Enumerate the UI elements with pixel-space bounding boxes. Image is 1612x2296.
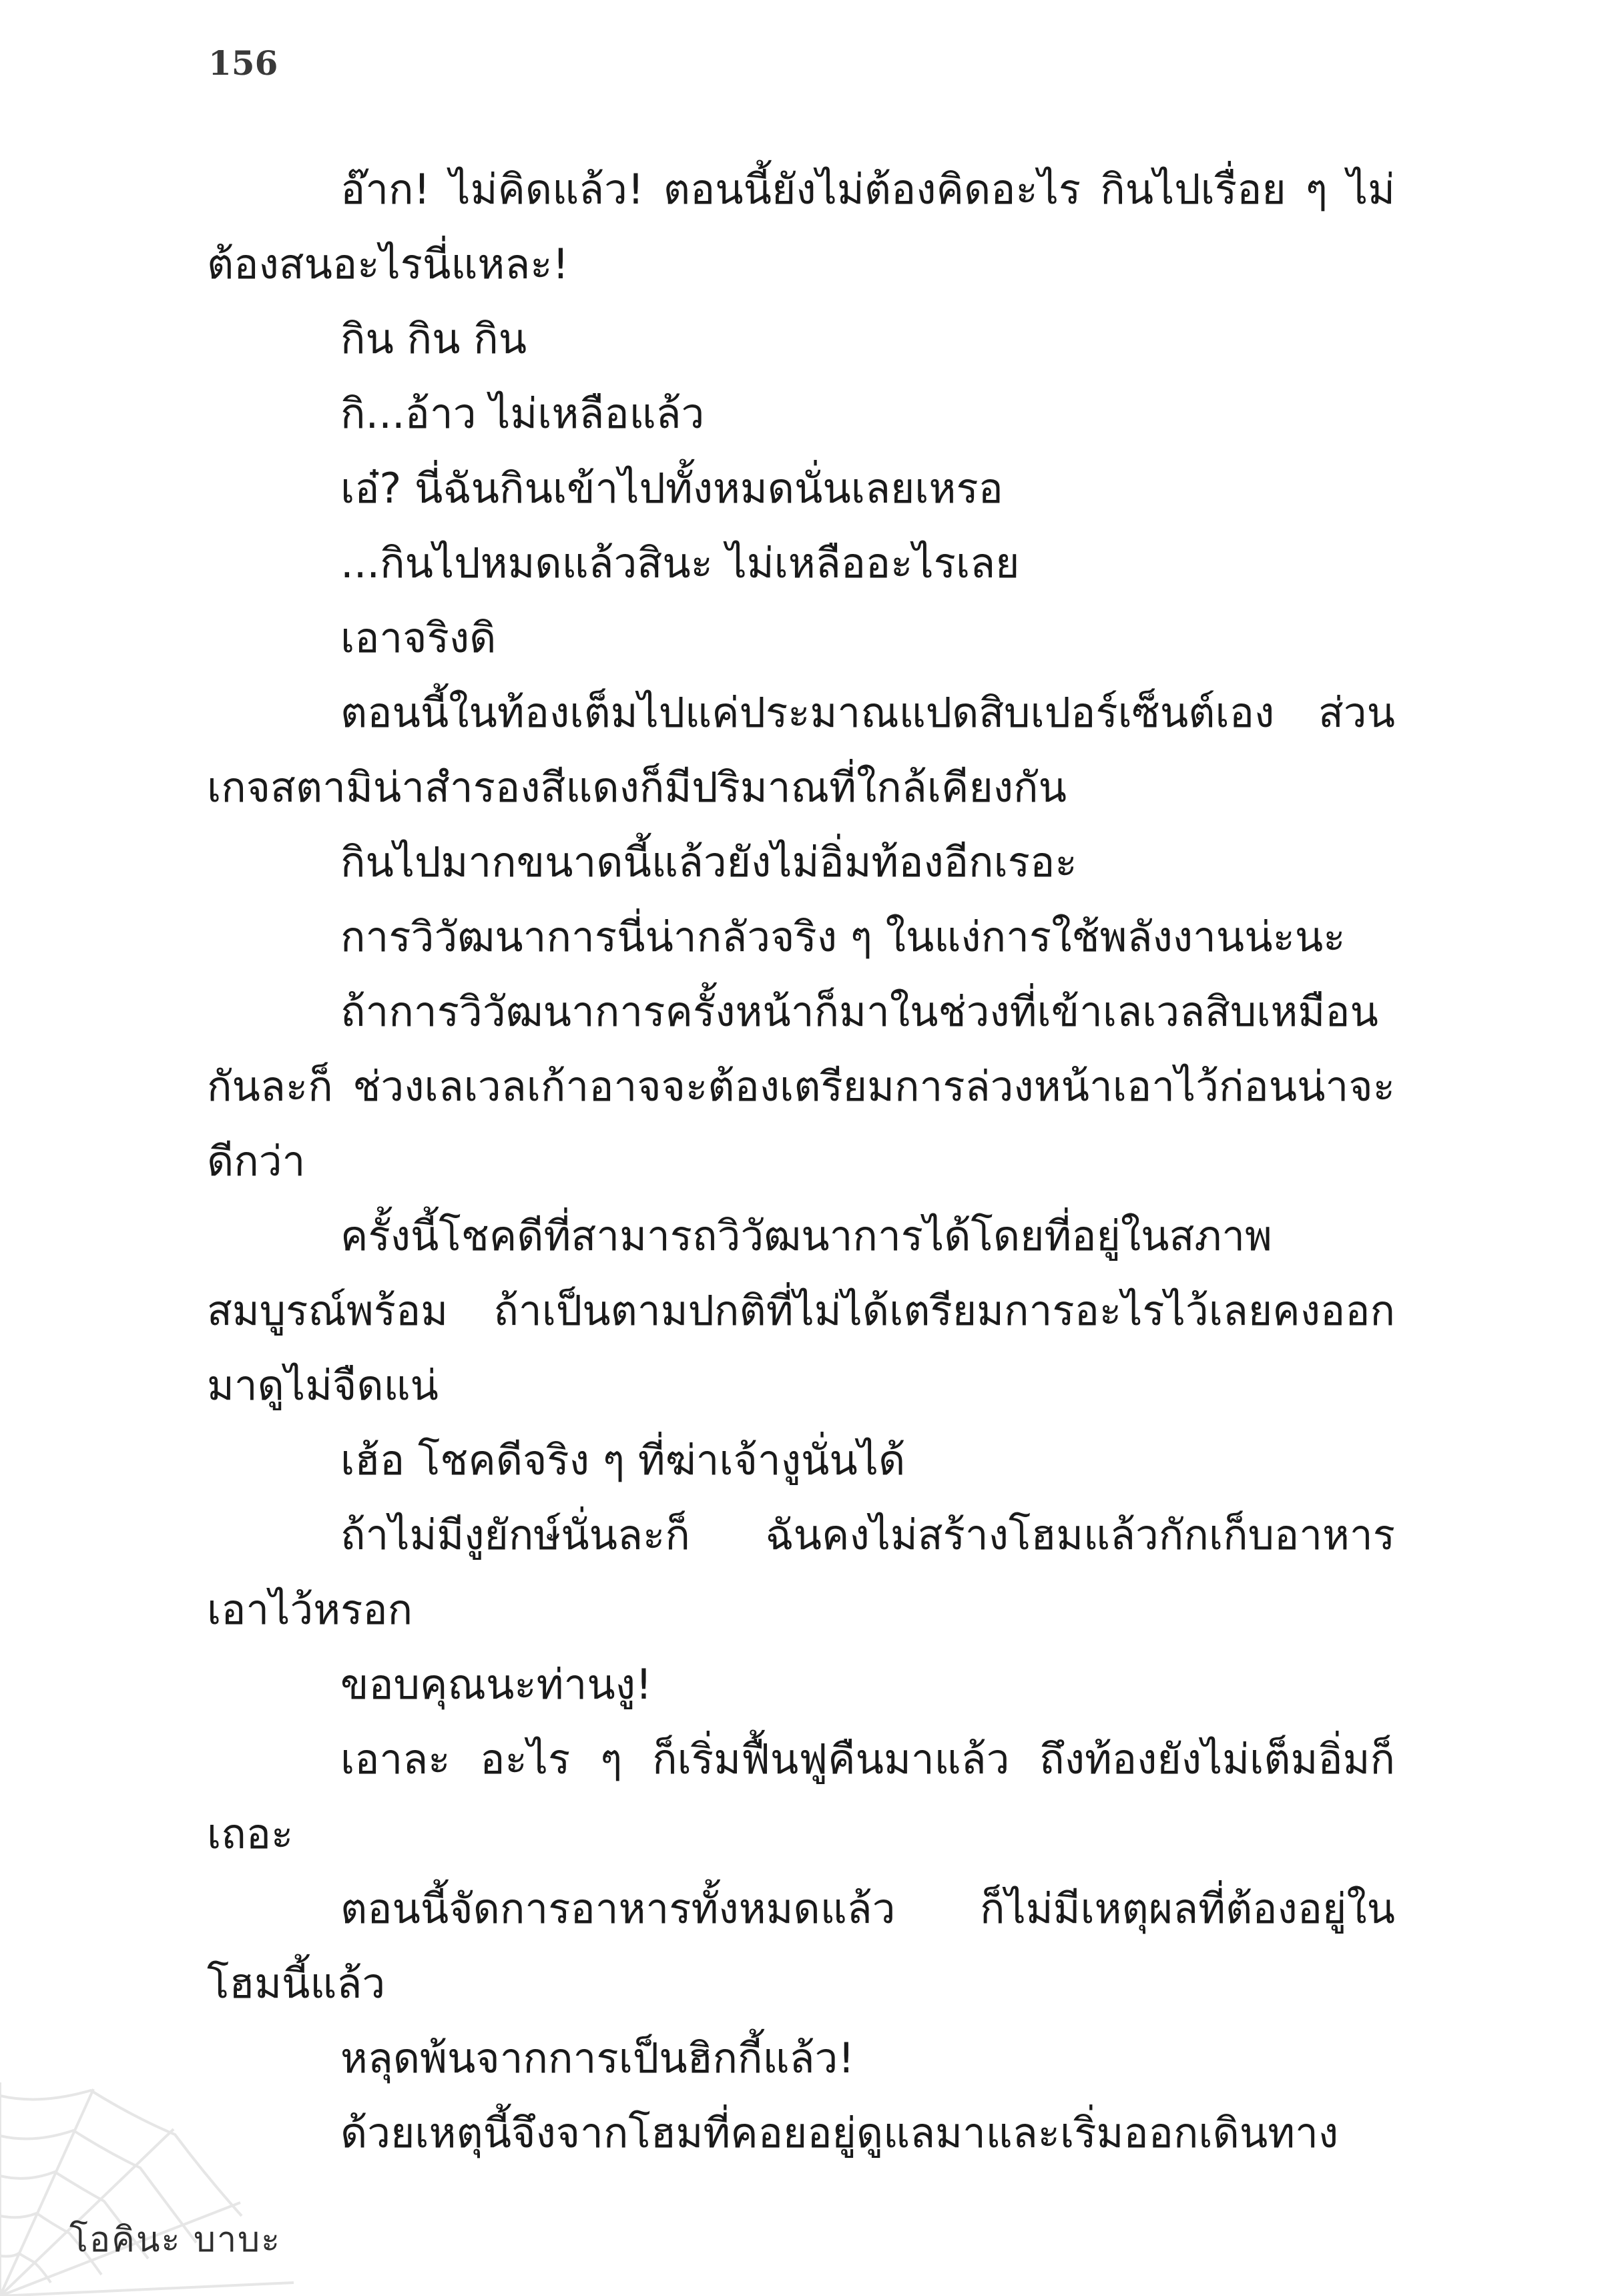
paragraph: ถ้าไม่มีงูยักษ์นั่นละก็ ฉันคงไม่สร้างโฮมแล้วกักเก็บอาหารเอาไว้หรอก	[207, 1510, 1395, 1634]
paragraph: กินไปมากขนาดนี้แล้วยังไม่อิ่มท้องอีกเรอะ	[340, 838, 1077, 886]
paragraph: ครั้งนี้โชคดีที่สามารถวิวัฒนาการได้โดยที่อยู่ในสภาพสมบูรณ์พร้อม ถ้าเป็นตามปกติที่ไม่ได้เตรียมการอะไรไว้เลยคงออกมาดูไม่จืดแน่	[207, 1211, 1395, 1410]
paragraph: ด้วยเหตุนี้จึงจากโฮมที่คอยอยู่ดูแลมาและเริ่มออกเดินทาง	[340, 2108, 1339, 2157]
paragraph: เอ๋? นี่ฉันกินเข้าไปทั้งหมดนั่นเลยเหรอ	[340, 464, 1003, 513]
page-number: 156	[208, 43, 278, 83]
paragraph: การวิวัฒนาการนี่น่ากลัวจริง ๆ ในแง่การใช้พลังงานน่ะนะ	[340, 912, 1346, 961]
paragraph: ขอบคุณนะท่านงู!	[340, 1660, 652, 1709]
paragraph: อ๊าก! ไม่คิดแล้ว! ตอนนี้ยังไม่ต้องคิดอะไร กินไปเรื่อย ๆ ไม่ต้องสนอะไรนี่แหละ!	[207, 165, 1395, 288]
paragraph: เอาจริงดิ	[340, 613, 497, 662]
paragraph: กิน กิน กิน	[340, 314, 527, 363]
paragraph: ถ้าการวิวัฒนาการครั้งหน้าก็มาในช่วงที่เข้าเลเวลสิบเหมือนกันละก็ ช่วงเลเวลเก้าอาจจะต้องเตรียมการล่วงหน้าเอาไว้ก่อนน่าจะดีกว่า	[207, 987, 1395, 1185]
paragraph: กิ...อ้าว ไม่เหลือแล้ว	[340, 389, 705, 438]
body-text	[207, 152, 1395, 2171]
paragraph: หลุดพ้นจากการเป็นฮิกกี้แล้ว!	[340, 2034, 855, 2082]
spider-web-icon	[0, 2082, 294, 2296]
book-title-footer: โอคินะ บาบะ	[69, 2220, 282, 2260]
paragraph: เฮ้อ โชคดีจริง ๆ ที่ฆ่าเจ้างูนั่นได้	[340, 1436, 906, 1484]
paragraph: ตอนนี้ในท้องเต็มไปแค่ประมาณแปดสิบเปอร์เซ็นต์เอง ส่วนเกจสตามิน่าสำรองสีแดงก็มีปริมาณที่ใกล้เคียงกัน	[207, 688, 1395, 812]
paragraph: ตอนนี้จัดการอาหารทั้งหมดแล้ว ก็ไม่มีเหตุผลที่ต้องอยู่ในโฮมนี้แล้ว	[207, 1884, 1395, 2008]
paragraph: ...กินไปหมดแล้วสินะ ไม่เหลืออะไรเลย	[340, 539, 1020, 587]
paragraph: เอาละ อะไร ๆ ก็เริ่มฟื้นฟูคืนมาแล้ว ถึงท้องยังไม่เต็มอิ่มก็เถอะ	[207, 1735, 1395, 1858]
